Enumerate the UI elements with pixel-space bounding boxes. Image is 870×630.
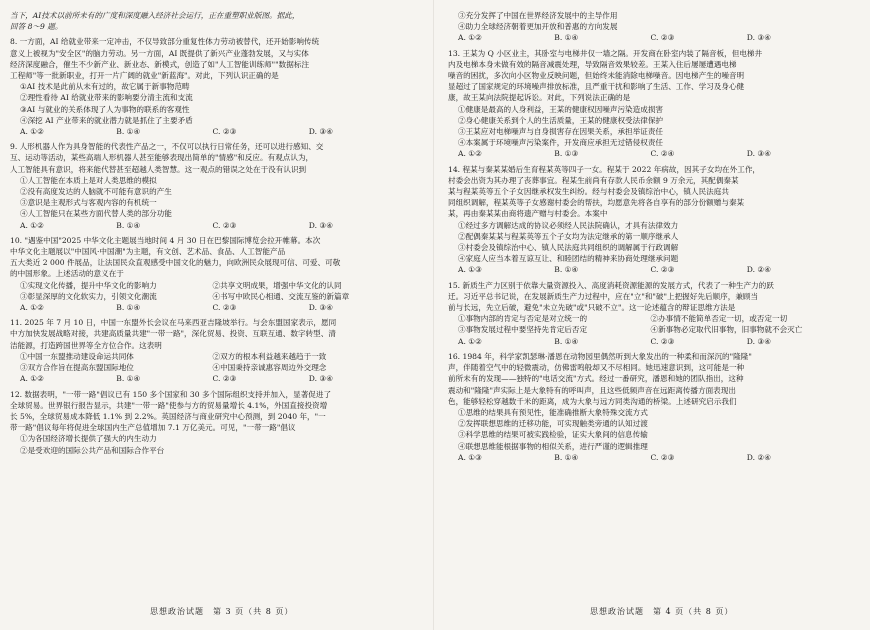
question-13 bbox=[448, 48, 843, 160]
page-footer: 思想政治试题 第 3 页（共 8 页） bbox=[150, 607, 294, 616]
question-12-continued bbox=[448, 10, 843, 44]
option-item: ④深挖 AI 产业带来的就业潜力就是抓住了主要矛盾 bbox=[20, 115, 193, 125]
option-item: ③事物发展过程中要坚持先肯定后否定 bbox=[458, 325, 588, 335]
choice-b[interactable]: B. ①④ bbox=[554, 33, 579, 43]
question-stem-line: 工程师"等一批新职业，打开一片广阔的就业"新蓝海"。对此，下列认识正确的是 bbox=[10, 71, 279, 81]
intro-line: 回答 8～9 题。 bbox=[10, 22, 63, 32]
choice-d[interactable]: D. ③④ bbox=[746, 149, 772, 159]
option-row bbox=[10, 280, 405, 291]
intro-passage bbox=[10, 10, 405, 32]
question-stem-line: 10. "遇鉴中国"2025 中华文化主题展当地时间 4 月 30 日在巴黎国际博览会拉开帷幕。本次 bbox=[10, 235, 321, 245]
question-stem-line: 内及电梯本身未做有效的隔音减震处理，导致隔音效果较差。王某入住后屡屡遭遇电梯 bbox=[448, 59, 737, 69]
option-item: ①思维的结果具有预见性，能准确推断大象特殊交流方式 bbox=[458, 407, 648, 417]
choice-d[interactable]: D. ③④ bbox=[308, 374, 334, 384]
choice-d[interactable]: D. ②④ bbox=[746, 265, 772, 275]
answer-choices bbox=[10, 220, 405, 231]
question-14 bbox=[448, 164, 843, 276]
option-row bbox=[10, 351, 405, 362]
question-stem-line: 某，再由秦某某由商将遗产赠与村委会。本案中 bbox=[448, 209, 608, 219]
option-item: ①事物内部的肯定与否定是对立统一的 bbox=[458, 314, 588, 324]
choice-a[interactable]: A. ①② bbox=[20, 127, 44, 137]
question-stem-line: 洁能源，打造跨国世界等全方位合作。这表明 bbox=[10, 340, 162, 350]
choice-b[interactable]: B. ①③ bbox=[554, 149, 579, 159]
choice-a[interactable]: A. ①② bbox=[20, 220, 44, 230]
question-stem-line: 震动和"隆隆"声实际上是大象特有的呼叫声，且这些低频声音在远距离传播方面表现出 bbox=[448, 385, 736, 395]
option-item: ②发挥联想思维的迁移功能，可实现触类旁通的认知过渡 bbox=[458, 419, 648, 429]
question-stem-line: 带一路"倡议每年将促进全球国内生产总值增加 7.1 万亿美元。可见，"一带一路"倡议 bbox=[10, 423, 296, 433]
question-stem-line: 9. 人形机器人作为具身智能的代表性产品之一，不仅可以执行日常任务，还可以进行感知、交 bbox=[10, 142, 324, 152]
choice-a[interactable]: A. ①② bbox=[458, 336, 482, 346]
page-footer: 思想政治试题 第 4 页（共 8 页） bbox=[590, 607, 734, 616]
question-stem-line: 互、运动等活动，某些高端人形机器人甚至能够表现出简单的"情感"和反应。有观点认为， bbox=[10, 153, 314, 163]
option-item: ③王某应对电梯噪声与自身损害存在因果关系，承担举证责任 bbox=[458, 127, 664, 137]
question-stem-line: 全球贸易。世界银行报告显示，共建"一带一路"使参与方的贸易量增长 4.1%，外国直接投资增 bbox=[10, 400, 328, 410]
option-item: ②共享文明成果，增强中华文化的认同 bbox=[212, 280, 342, 290]
option-item: ④新事物必定取代旧事物，旧事物就不会灭亡 bbox=[650, 325, 803, 335]
question-stem-line: 8. 一方面，AI 给就业带来一定冲击，不仅导致部分重复性体力劳动被替代，还开始影响传统 bbox=[10, 37, 320, 47]
option-row bbox=[448, 313, 843, 324]
choice-d[interactable]: D. ③④ bbox=[308, 303, 334, 313]
option-item: ②办事情不能简单否定一切，或否定一切 bbox=[650, 314, 788, 324]
answer-choices bbox=[448, 452, 843, 463]
answer-choices bbox=[10, 126, 405, 137]
question-stem-line: 迁。习近平总书记说，在发展新质生产力过程中，应在"立"和"破"上把握好先后顺序，兼顾当 bbox=[448, 291, 759, 301]
question-stem-line: 经济深度融合，催生不少新产业、新业态、新模式，创造了如"人工智能训练师""数据标注 bbox=[10, 59, 310, 69]
question-stem-line: 色，能够轻松穿越数千米的距离，成为大象与远方同类沟通的桥梁。上述研究启示我们 bbox=[448, 396, 737, 406]
answer-choices bbox=[448, 264, 843, 275]
option-row bbox=[10, 291, 405, 302]
option-row bbox=[448, 324, 843, 335]
option-item: ③充分发挥了中国在世界经济发展中的主导作用 bbox=[458, 11, 618, 20]
choice-b[interactable]: B. ①④ bbox=[116, 220, 141, 230]
question-9 bbox=[10, 141, 405, 231]
question-stem-line: 15. 新质生产力区别于依靠大量资源投入、高度消耗资源能源的发展方式，代表了一种生产力的跃 bbox=[448, 280, 774, 290]
right-page bbox=[448, 10, 843, 600]
question-stem-line: 人工智能具有意识，将来能代替甚至超越人类智慧。这一观点的错误之处在于没有认识到 bbox=[10, 164, 307, 174]
option-item: ①健康是最高的人身利益，王某的健康权因噪声污染造成损害 bbox=[458, 104, 664, 114]
choice-a[interactable]: A. ①③ bbox=[458, 452, 482, 462]
choice-c[interactable]: C. ②③ bbox=[212, 303, 237, 313]
question-stem-line: 长 5%，全球贸易成本降低 1.1% 到 2.2%。英国经济与商业研究中心预测，到 2040 年，"一 bbox=[10, 411, 326, 421]
question-12 bbox=[10, 389, 405, 456]
option-item: ③意识是主观形式与客观内容的有机统一 bbox=[20, 198, 157, 208]
left-page bbox=[10, 10, 405, 600]
question-stem-line: 意义上被视为"安全区"的脑力劳动。另一方面，AI 既提供了新兴产业蓬勃发展，又与实体 bbox=[10, 48, 309, 58]
option-item: ①中国一东盟推动建设命运共同体 bbox=[20, 351, 134, 361]
option-item: ②配偶秦某某与程某英等五个子女均为法定继承的第一顺序继承人 bbox=[458, 231, 679, 241]
option-item: ①人工智能在本质上是对人类思维的模拟 bbox=[20, 175, 157, 185]
question-stem-line: 前与长远，先立后破，避免"未立先破"或"只破不立"。这一论述蕴含的辩证思维方法是 bbox=[448, 303, 736, 313]
question-8 bbox=[10, 36, 405, 137]
option-item: ④中国秉持亲诚惠容周边外交理念 bbox=[212, 363, 327, 373]
choice-d[interactable]: D. ③④ bbox=[308, 220, 334, 230]
option-item: ②理性看待 AI 给就业带来的影响要分清主流和支流 bbox=[20, 93, 193, 103]
choice-a[interactable]: A. ①② bbox=[20, 303, 44, 313]
option-item: ③双方合作旨在提高东盟国际地位 bbox=[20, 363, 134, 373]
option-item: ④书写中欧民心相通、交流互鉴的新篇章 bbox=[212, 291, 350, 301]
choice-c[interactable]: C. ②③ bbox=[212, 220, 237, 230]
choice-a[interactable]: A. ①③ bbox=[458, 265, 482, 275]
option-item: ②没有高度发达的人脑就不可能有意识的产生 bbox=[20, 187, 172, 197]
question-15 bbox=[448, 280, 843, 347]
option-item: ③村委会及镇综治中心、镇人民法庭共同组织的调解属于行政调解 bbox=[458, 243, 679, 253]
option-item: ④助力全球经济朝着更加开放和普惠的方向发展 bbox=[458, 22, 618, 32]
option-row bbox=[10, 362, 405, 373]
question-stem-line: 村委会出资为其办理了丧葬事宜。程某生前尚有存款人民币余额 9 万余元，其配偶秦某 bbox=[448, 175, 739, 185]
question-stem-line: 中方加快发展战略对接，共建高质量共建"一带一路"，深化贸易、投资、互联互通、数字转型、清 bbox=[10, 329, 336, 339]
question-stem-line: 11. 2025 年 7 月 10 日，中国一东盟外长会议在马来西亚吉隆坡举行。与会东盟国家表示，愿同 bbox=[10, 318, 337, 328]
choice-b[interactable]: B. ①④ bbox=[554, 452, 579, 462]
intro-line: 当下，AI技术以前所未有的广度和深度融入经济社会运行，正在重塑职业版图。据此， bbox=[10, 11, 300, 20]
answer-choices bbox=[448, 32, 843, 43]
question-stem-line: 同组织调解，程某英等子女感谢村委会的帮扶，均愿意先将各自享有的部分份额赠与秦某 bbox=[448, 198, 745, 208]
option-item: ③彰显深厚的文化软实力，引领文化潮流 bbox=[20, 291, 157, 301]
question-stem-line: 声，伴随着空气中的轻微震动，仿佛雷鸣般却又不尽相同。她迅速意识到，这可能是一种 bbox=[448, 363, 745, 373]
page-divider bbox=[433, 0, 434, 630]
choice-d[interactable]: D. ③④ bbox=[308, 127, 334, 137]
choice-b[interactable]: B. ①④ bbox=[554, 265, 579, 275]
option-item: ③科学思维的结果可被实践检验，证实大象间的信息传输 bbox=[458, 430, 648, 440]
question-stem-line: 显超过了国家规定的环境噪声排放标准，且严重干扰和影响了生活、工作、学习及身心健 bbox=[448, 82, 745, 92]
question-stem-line: 13. 王某为 Q 小区业主，其卧室与电梯井仅一墙之隔。开发商在卧室内装了隔音板，但电梯井 bbox=[448, 48, 763, 58]
choice-a[interactable]: A. ①② bbox=[20, 374, 44, 384]
answer-choices bbox=[10, 373, 405, 384]
choice-b[interactable]: B. ①④ bbox=[116, 127, 141, 137]
question-10 bbox=[10, 235, 405, 313]
option-item: ②身心健康关系到个人的生活质量，王某的健康权受法律保护 bbox=[458, 115, 664, 125]
question-stem-line: 12. 数据表明，"一带一路"倡议已有 150 多个国家和 30 多个国际组织支持并加入，显著促进了 bbox=[10, 389, 332, 399]
option-item: ④人工智能只在某些方面代替人类的部分功能 bbox=[20, 209, 172, 219]
option-item: ②是受欢迎的国际公共产品和国际合作平台 bbox=[20, 445, 165, 455]
option-item: ②双方的根本利益越来越趋于一致 bbox=[212, 351, 327, 361]
question-stem-line: 中华文化主题展以"中国风·中国潮"为主题，有文创、艺术品、食品、人工智能产品 bbox=[10, 247, 286, 257]
choice-d[interactable]: D. ③④ bbox=[746, 33, 772, 43]
answer-choices bbox=[10, 302, 405, 313]
question-stem-line: 前所未有的发现——独特的"电话交流"方式。经过一番研究，潘恩和她的团队指出，这种 bbox=[448, 374, 744, 384]
choice-c[interactable]: C. ②③ bbox=[212, 374, 237, 384]
answer-choices bbox=[448, 148, 843, 159]
question-16 bbox=[448, 351, 843, 463]
choice-c[interactable]: C. ②④ bbox=[650, 149, 675, 159]
question-stem-line: 14. 程某与秦某某婚后生育程某英等四子一女。程某于 2022 年病故，因其子女均在外工作， bbox=[448, 164, 761, 174]
option-item: ④联想思维能根据事物的相似关系，进行严谨的逻辑推理 bbox=[458, 441, 648, 451]
choice-d[interactable]: D. ②④ bbox=[746, 452, 772, 462]
option-item: ①实现文化传播，提升中华文化的影响力 bbox=[20, 280, 157, 290]
option-item: ①为各国经济增长提供了强大的内生动力 bbox=[20, 434, 157, 444]
choice-b[interactable]: B. ①④ bbox=[116, 303, 141, 313]
option-item: ③AI 与就业的关系体现了人为事物的联系的客观性 bbox=[20, 104, 190, 114]
option-item: ①AI 技术是此前从未有过的，故它属于新事物范畴 bbox=[20, 82, 190, 92]
option-item: ④本案属于环境噪声污染案件，开发商应承担无过错侵权责任 bbox=[458, 138, 664, 148]
choice-b[interactable]: B. ①④ bbox=[116, 374, 141, 384]
choice-c[interactable]: C. ②③ bbox=[650, 452, 675, 462]
option-item: ④家庭人应当本着互谅互让、和睦团结的精神来协商处理继承问题 bbox=[458, 254, 679, 264]
question-stem-line: 五大类近 2 000 件展品，让法国民众直观感受中国文化的魅力，向欧洲民众展现可信、可爱、可敬 bbox=[10, 258, 341, 268]
answer-choices bbox=[448, 336, 843, 347]
choice-d[interactable]: D. ③④ bbox=[746, 336, 772, 346]
choice-b[interactable]: B. ①④ bbox=[554, 336, 579, 346]
question-stem-line: 噪音的困扰，多次向小区物业反映问题，但始终未能消除电梯噪音。因电梯产生的噪音明 bbox=[448, 71, 745, 81]
question-stem-line: 16. 1984 年，科学家凯瑟琳·潘恩在动物园里偶然听到大象发出的一种柔和而深沉的"隆隆" bbox=[448, 351, 752, 361]
question-stem-line: 康，故王某向法院提起诉讼。对此，下列说法正确的是 bbox=[448, 93, 631, 103]
choice-c[interactable]: C. ②③ bbox=[212, 127, 237, 137]
choice-c[interactable]: C. ②③ bbox=[650, 336, 675, 346]
choice-c[interactable]: C. ②③ bbox=[650, 33, 675, 43]
question-stem-line: 的中国形象。上述活动的意义在于 bbox=[10, 269, 124, 279]
option-item: ①经过多方调解达成的协议必须经人民法院确认，才具有法律效力 bbox=[458, 220, 679, 230]
question-stem-line: 某与程某英等五个子女因继承权发生纠纷。经与村委会及镇综治中心，镇人民法庭共 bbox=[448, 187, 729, 197]
choice-a[interactable]: A. ①② bbox=[458, 33, 482, 43]
choice-a[interactable]: A. ①② bbox=[458, 149, 482, 159]
choice-c[interactable]: C. ②③ bbox=[650, 265, 675, 275]
question-11 bbox=[10, 317, 405, 384]
